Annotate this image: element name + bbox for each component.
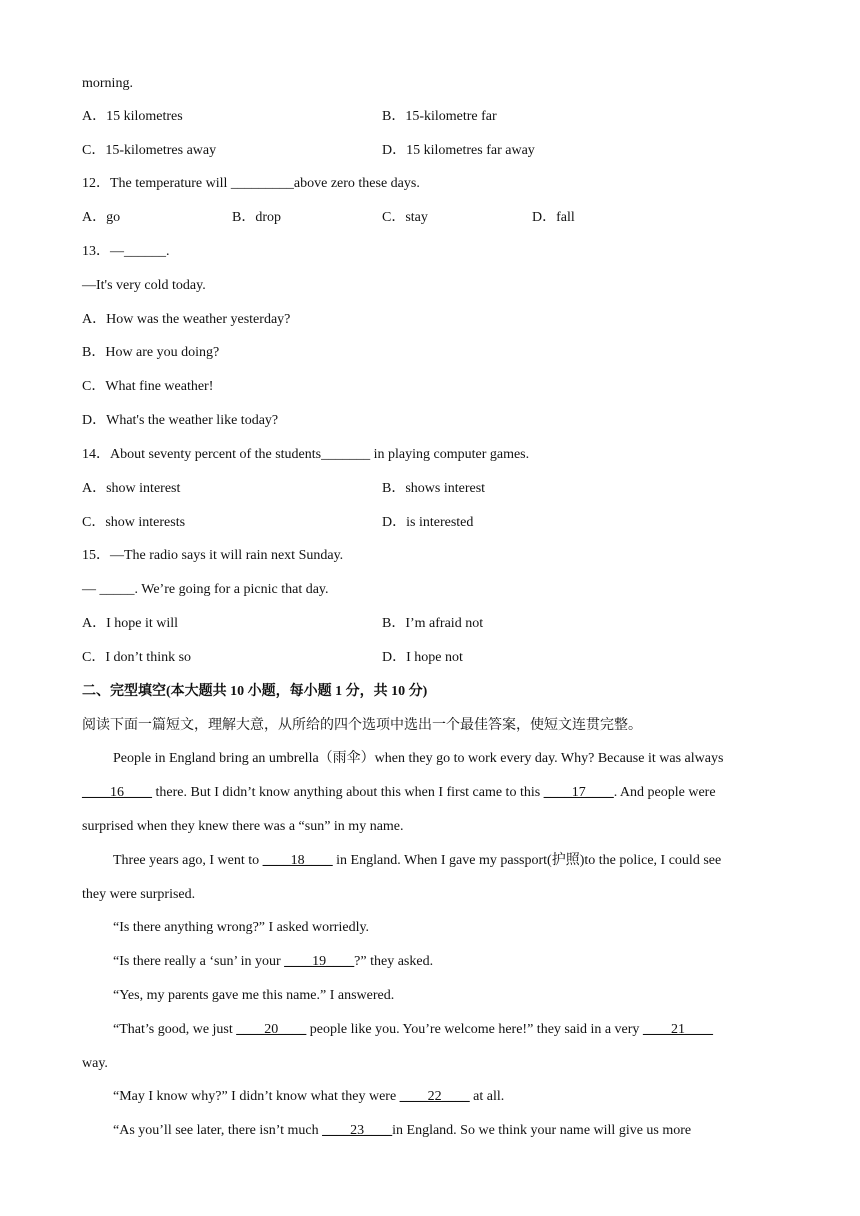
q14-option-a: A．show interest: [82, 481, 181, 496]
passage-text: people like you. You’re welcome here!” they said in a very: [306, 1022, 643, 1037]
q11-tail: morning.: [82, 76, 133, 91]
section-instruction: 阅读下面一篇短文，理解大意，从所给的四个选项中选出一个最佳答案，使短文连贯完整。: [82, 718, 642, 733]
passage-p2-line1: [113, 851, 721, 871]
passage-text: ?” they asked.: [354, 954, 434, 969]
passage-p4: [113, 952, 433, 972]
q13-option-a: A．How was the weather yesterday?: [82, 312, 291, 327]
q11-option-c: C．15-kilometres away: [82, 143, 217, 158]
passage-p1-line2: [82, 783, 716, 803]
section-title: 二、完型填空(本大题共 10 小题，每小题 1 分，共 10 分): [82, 684, 428, 699]
q11-option-d: D．15 kilometres far away: [382, 143, 535, 158]
passage-text: . And people were: [613, 785, 716, 800]
blank-18: ____18____: [262, 853, 333, 868]
q15-option-c: C．I don’t think so: [82, 650, 192, 665]
q14-option-b: B．shows interest: [382, 481, 486, 496]
passage-text: in England. So we think your name will give us more: [392, 1123, 692, 1138]
passage-p2-line2: they were surprised.: [82, 887, 196, 902]
q12-option-c: C．stay: [382, 210, 428, 225]
blank-21: ____21____: [642, 1022, 713, 1037]
q14-option-c: C．show interests: [82, 515, 186, 530]
q11-option-b: B．15-kilometre far: [382, 109, 497, 124]
q11-option-a: A．15 kilometres: [82, 109, 183, 124]
q12-stem: 12．The temperature will _________above zero these days.: [82, 176, 420, 191]
passage-p1-line3: surprised when they knew there was a “sun” in my name.: [82, 819, 404, 834]
passage-text: “That’s good, we just: [113, 1022, 237, 1037]
passage-text: at all.: [469, 1089, 505, 1104]
passage-p6-line2: way.: [82, 1056, 108, 1071]
passage-p5: “Yes, my parents gave me this name.” I answered.: [113, 988, 395, 1003]
q13-option-b: B．How are you doing?: [82, 345, 220, 360]
passage-text: Three years ago, I went to: [113, 853, 263, 868]
q12-option-b: B．drop: [232, 210, 281, 225]
passage-p7: [113, 1087, 504, 1107]
q15-stem: 15．—The radio says it will rain next Sunday.: [82, 548, 344, 563]
q14-option-d: D．is interested: [382, 515, 474, 530]
blank-19: ____19____: [284, 954, 355, 969]
q15-option-b: B．I’m afraid not: [382, 616, 484, 631]
q13-stem: 13．—______.: [82, 244, 170, 259]
passage-p6-line1: [113, 1020, 713, 1040]
passage-text: “Is there really a ‘sun’ in your: [113, 954, 285, 969]
passage-p1-line1: People in England bring an umbrella（雨伞）when they go to work every day. Why? Because it was always: [113, 751, 724, 766]
passage-text: there. But I didn’t know anything about this when I first came to this: [152, 785, 544, 800]
q15-option-d: D．I hope not: [382, 650, 463, 665]
blank-20: ____20____: [236, 1022, 307, 1037]
q13-reply: —It's very cold today.: [82, 278, 206, 293]
q12-option-a: A．go: [82, 210, 121, 225]
q15-option-a: A．I hope it will: [82, 616, 179, 631]
blank-23: ____23____: [322, 1123, 393, 1138]
passage-p3: “Is there anything wrong?” I asked worriedly.: [113, 920, 370, 935]
blank-16: ____16____: [82, 785, 152, 800]
passage-text: in England. When I gave my passport(护照)to the police, I could see: [332, 853, 722, 868]
q13-option-c: C．What fine weather!: [82, 379, 214, 394]
q15-reply: — _____. We’re going for a picnic that day.: [82, 582, 329, 597]
passage-p8: [113, 1121, 691, 1141]
passage-text: “May I know why?” I didn’t know what they were: [113, 1089, 400, 1104]
q14-stem: 14．About seventy percent of the students_______ in playing computer games.: [82, 447, 530, 462]
q13-option-d: D．What's the weather like today?: [82, 413, 279, 428]
passage-text: “As you’ll see later, there isn’t much: [113, 1123, 323, 1138]
blank-17: ____17____: [543, 785, 614, 800]
blank-22: ____22____: [399, 1089, 470, 1104]
q12-option-d: D．fall: [532, 210, 575, 225]
